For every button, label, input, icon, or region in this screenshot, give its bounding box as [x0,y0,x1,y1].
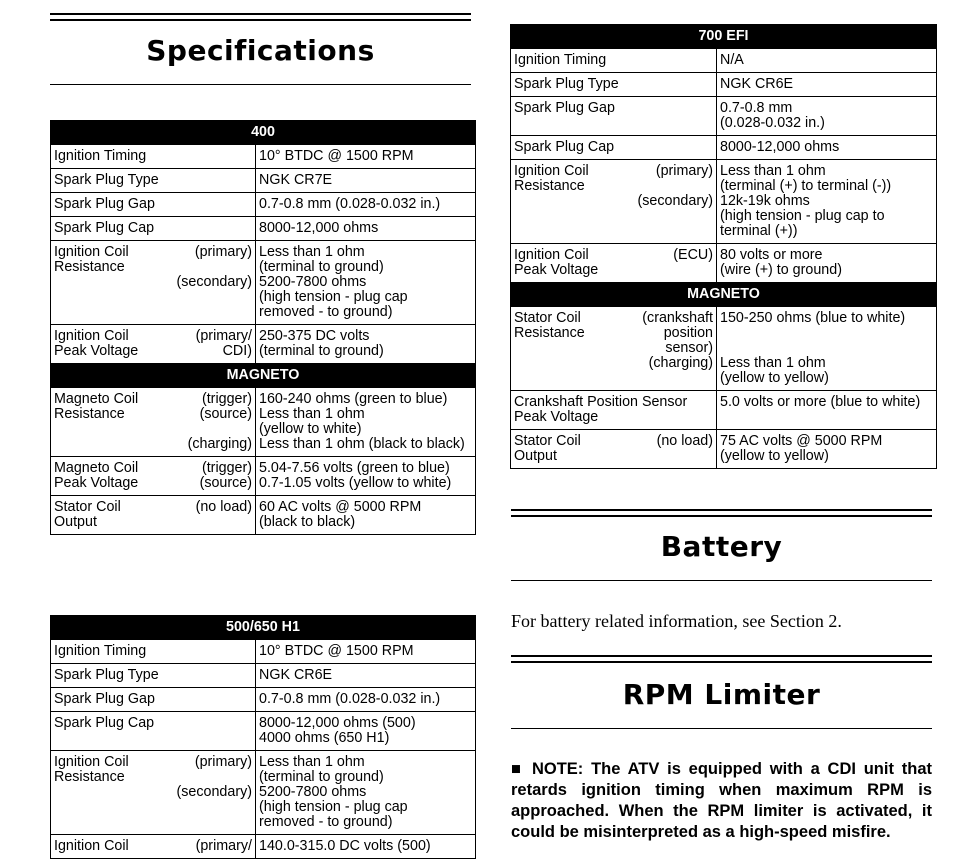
param-label: Spark Plug Type [54,667,159,683]
spec-table-400 [50,120,476,535]
param-cell [51,712,256,751]
value-cell: 160-240 ohms (green to blue) Less than 1 ohm (yellow to white) Less than 1 ohm (black to black) [256,388,476,457]
param-label: Ignition Coil Resistance [514,163,589,194]
value-cell: 0.7-0.8 mm (0.028-0.032 in.) [717,97,937,136]
param-cell [51,496,256,535]
param-label: Spark Plug Type [54,172,159,188]
table-row [511,391,937,430]
param-qualifier: (trigger) (source) [199,460,252,491]
param-qualifier: (trigger) (source) (charging) [187,391,252,452]
table-row [51,388,476,457]
param-label: Magneto Coil Resistance [54,391,139,422]
value-cell: 0.7-0.8 mm (0.028-0.032 in.) [256,193,476,217]
param-qualifier: (ECU) [673,247,713,263]
param-label: Stator Coil Output [54,499,121,530]
param-cell [51,835,256,859]
param-cell [511,307,717,391]
param-cell [511,97,717,136]
table-row [51,688,476,712]
table-row [511,307,937,391]
table-row [51,325,476,364]
table-row [511,160,937,244]
param-cell [51,169,256,193]
value-cell: 75 AC volts @ 5000 RPM (yellow to yellow) [717,430,937,469]
table-row [51,241,476,325]
param-label: Ignition Coil Resistance [54,244,129,275]
value-cell: 8000-12,000 ohms (500) 4000 ohms (650 H1) [256,712,476,751]
table-row [511,430,937,469]
param-cell [51,388,256,457]
table-header: 700 EFI [511,25,937,49]
param-label: Crankshaft Position Sensor Peak Voltage [514,394,688,425]
param-qualifier: (crankshaft position sensor) (charging) [642,310,713,371]
battery-top-rule [511,509,932,517]
value-cell: 8000-12,000 ohms [717,136,937,160]
param-cell [51,241,256,325]
param-label: Ignition Coil [54,838,129,854]
table-row [511,73,937,97]
param-cell [511,430,717,469]
table-row [511,244,937,283]
battery-text: For battery related information, see Section 2. [511,611,842,631]
param-label: Spark Plug Type [514,76,619,92]
value-cell: 140.0-315.0 DC volts (500) [256,835,476,859]
spec-table-700-efi [510,24,937,469]
param-cell [51,457,256,496]
value-cell: Less than 1 ohm (terminal to ground) 5200-7800 ohms (high tension - plug cap removed - to ground) [256,751,476,835]
magneto-header: MAGNETO [511,283,937,307]
table-header: 500/650 H1 [51,616,476,640]
param-qualifier: (primary) (secondary) [637,163,713,209]
table-row [511,49,937,73]
value-cell: N/A [717,49,937,73]
value-cell: 10° BTDC @ 1500 RPM [256,640,476,664]
table-header: 400 [51,121,476,145]
page-title: Specifications [146,34,375,67]
table-row [51,457,476,496]
param-cell [511,73,717,97]
rpm-limiter-title: RPM Limiter [622,678,821,711]
param-cell [51,217,256,241]
param-label: Ignition Timing [54,643,147,659]
param-label: Spark Plug Gap [54,196,155,212]
param-qualifier: (primary/ CDI) [195,328,252,359]
table-row [51,145,476,169]
param-cell [51,688,256,712]
table-row [51,835,476,859]
value-cell: 0.7-0.8 mm (0.028-0.032 in.) [256,688,476,712]
param-cell [51,751,256,835]
param-cell [511,136,717,160]
value-cell: Less than 1 ohm (terminal (+) to terminal (-)) 12k-19k ohms (high tension - plug cap to terminal (+)) [717,160,937,244]
magneto-header: MAGNETO [51,364,476,388]
param-qualifier: (primary) (secondary) [176,754,252,800]
table-row [51,751,476,835]
battery-title: Battery [660,530,783,563]
rpm-bottom-rule [511,728,932,729]
param-cell [51,640,256,664]
table-row [51,217,476,241]
value-cell: NGK CR6E [256,664,476,688]
param-label: Magneto Coil Peak Voltage [54,460,139,491]
table-row [51,712,476,751]
param-cell [51,664,256,688]
param-label: Stator Coil Resistance [514,310,585,341]
param-label: Ignition Coil Peak Voltage [514,247,599,278]
value-cell: NGK CR7E [256,169,476,193]
rpm-top-rule [511,655,932,663]
param-cell [51,325,256,364]
param-qualifier: (primary) (secondary) [176,244,252,290]
value-cell: 250-375 DC volts (terminal to ground) [256,325,476,364]
param-cell [51,145,256,169]
value-cell: Less than 1 ohm (terminal to ground) 5200-7800 ohms (high tension - plug cap removed - to ground) [256,241,476,325]
param-label: Spark Plug Gap [514,100,615,116]
param-cell [511,160,717,244]
param-label: Ignition Coil Peak Voltage [54,328,139,359]
param-qualifier: (no load) [656,433,713,449]
value-cell: 5.04-7.56 volts (green to blue) 0.7-1.05 volts (yellow to white) [256,457,476,496]
param-qualifier: (no load) [195,499,252,515]
param-label: Spark Plug Cap [54,715,155,731]
table-row [51,496,476,535]
param-label: Spark Plug Gap [54,691,155,707]
param-cell [511,244,717,283]
value-cell: 80 volts or more (wire (+) to ground) [717,244,937,283]
param-cell [511,391,717,430]
param-label: Ignition Timing [514,52,607,68]
param-qualifier: (primary/ [195,838,252,854]
battery-bottom-rule [511,580,932,581]
value-cell: 60 AC volts @ 5000 RPM (black to black) [256,496,476,535]
param-label: Ignition Coil Resistance [54,754,129,785]
value-cell: 150-250 ohms (blue to white) Less than 1 ohm (yellow to yellow) [717,307,937,391]
param-label: Stator Coil Output [514,433,581,464]
value-cell: 5.0 volts or more (blue to white) [717,391,937,430]
table-row [511,97,937,136]
param-label: Spark Plug Cap [514,139,615,155]
table-row [511,136,937,160]
param-label: Spark Plug Cap [54,220,155,236]
value-cell: NGK CR6E [717,73,937,97]
table-row [51,640,476,664]
spec-top-rule [50,13,471,21]
param-cell [511,49,717,73]
value-cell: 10° BTDC @ 1500 RPM [256,145,476,169]
param-cell [51,193,256,217]
table-row [51,169,476,193]
spec-bottom-rule [50,84,471,85]
value-cell: 8000-12,000 ohms [256,217,476,241]
table-row [51,193,476,217]
rpm-note: ■ NOTE: The ATV is equipped with a CDI unit that retards ignition timing when maximum RPM is approached. When the RPM limiter is activated, it could be misinterpreted as a high-speed misfire. [511,760,932,841]
param-label: Ignition Timing [54,148,147,164]
spec-table-500-650 [50,615,476,859]
table-row [51,664,476,688]
